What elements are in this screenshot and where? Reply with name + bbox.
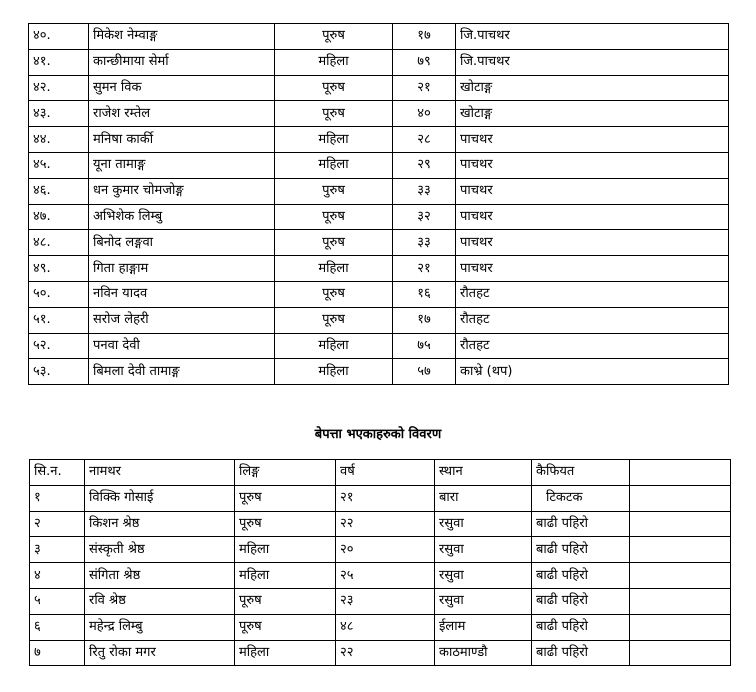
- row-place: काभ्रे (थप): [456, 359, 729, 385]
- row-place: रौतहट: [456, 307, 729, 333]
- missing-table-body: [30, 485, 731, 666]
- table-row: [30, 511, 731, 537]
- row-gender: महिला: [275, 359, 393, 385]
- row-blank: [630, 588, 731, 614]
- row-blank: [630, 485, 731, 511]
- table-row: [29, 75, 729, 101]
- victims-table-body: [29, 24, 729, 385]
- row-gender: महिला: [275, 127, 393, 153]
- row-place: पाचथर: [456, 256, 729, 282]
- row-blank: [630, 537, 731, 563]
- row-age: २९: [393, 152, 456, 178]
- row-name: रितु रोका मगर: [85, 640, 235, 666]
- row-gender: महिला: [235, 537, 336, 563]
- row-sn: ५३.: [29, 359, 89, 385]
- row-gender: पूरुष: [275, 24, 393, 50]
- row-gender: महिला: [235, 563, 336, 589]
- row-sn: ३: [30, 537, 85, 563]
- row-name: संगिता श्रेष्ठ: [85, 563, 235, 589]
- row-sn: ७: [30, 640, 85, 666]
- table-row: [29, 127, 729, 153]
- table-row: [29, 101, 729, 127]
- victims-table: [28, 23, 729, 385]
- row-gender: पूरुष: [235, 588, 336, 614]
- table-row: [29, 281, 729, 307]
- row-age: ३३: [393, 230, 456, 256]
- row-sn: १: [30, 485, 85, 511]
- row-gender: महिला: [235, 640, 336, 666]
- row-name: धन कुमार चोमजोङ्ग: [89, 178, 275, 204]
- row-place: पाचथर: [456, 127, 729, 153]
- row-sn: ४: [30, 563, 85, 589]
- row-gender: महिला: [275, 49, 393, 75]
- row-name: सुमन विक: [89, 75, 275, 101]
- header-remarks: कैफियत: [532, 460, 630, 486]
- row-name: राजेश रम्तेल: [89, 101, 275, 127]
- row-sn: ५: [30, 588, 85, 614]
- row-sn: ५२.: [29, 333, 89, 359]
- row-remarks: बाढी पहिरो: [532, 640, 630, 666]
- row-age: ५७: [393, 359, 456, 385]
- row-remarks: बाढी पहिरो: [532, 614, 630, 640]
- row-remarks: टिकटक: [532, 485, 630, 511]
- row-name: बिमला देवी तामाङ्ग: [89, 359, 275, 385]
- row-gender: महिला: [275, 333, 393, 359]
- row-age: १६: [393, 281, 456, 307]
- table-row: [30, 537, 731, 563]
- row-age: २२: [336, 511, 435, 537]
- row-gender: पूरुष: [275, 281, 393, 307]
- row-age: २५: [336, 563, 435, 589]
- row-gender: पूरुष: [275, 230, 393, 256]
- row-sn: ४६.: [29, 178, 89, 204]
- table-row: [30, 485, 731, 511]
- row-sn: ४२.: [29, 75, 89, 101]
- table-row: [29, 333, 729, 359]
- table-row: [29, 359, 729, 385]
- header-sn: सि.न.: [30, 460, 85, 486]
- row-place: जि.पाचथर: [456, 24, 729, 50]
- row-age: २१: [336, 485, 435, 511]
- missing-table-header-row: [30, 460, 731, 486]
- row-place: पाचथर: [456, 178, 729, 204]
- table-row: [30, 588, 731, 614]
- row-age: ४०: [393, 101, 456, 127]
- row-blank: [630, 614, 731, 640]
- row-name: कान्छीमाया सेर्मा: [89, 49, 275, 75]
- row-place: पाचथर: [456, 204, 729, 230]
- row-blank: [630, 511, 731, 537]
- row-remarks: बाढी पहिरो: [532, 511, 630, 537]
- table-row: [30, 640, 731, 666]
- row-sn: ४९.: [29, 256, 89, 282]
- row-sn: ५०.: [29, 281, 89, 307]
- row-place: रसुवा: [435, 511, 532, 537]
- missing-persons-title: बेपत्ता भएकाहरुको विवरण: [314, 427, 442, 442]
- table-row: [29, 49, 729, 75]
- row-place: रौतहट: [456, 333, 729, 359]
- row-name: यूना तामाङ्ग: [89, 152, 275, 178]
- table-row: [29, 178, 729, 204]
- row-place: पाचथर: [456, 230, 729, 256]
- row-sn: ४३.: [29, 101, 89, 127]
- header-blank: [630, 460, 731, 486]
- row-gender: पुरुष: [275, 178, 393, 204]
- row-age: ३३: [393, 178, 456, 204]
- row-name: किशन श्रेष्ठ: [85, 511, 235, 537]
- row-name: अभिशेक लिम्बु: [89, 204, 275, 230]
- row-age: ७९: [393, 49, 456, 75]
- row-remarks: बाढी पहिरो: [532, 537, 630, 563]
- row-place: खोटाङ्ग: [456, 75, 729, 101]
- row-name: गिता हाङ्गाम: [89, 256, 275, 282]
- row-place: रसुवा: [435, 563, 532, 589]
- row-name: महेन्द्र लिम्बु: [85, 614, 235, 640]
- row-age: २१: [393, 75, 456, 101]
- row-remarks: बाढी पहिरो: [532, 563, 630, 589]
- row-place: पाचथर: [456, 152, 729, 178]
- row-place: ईलाम: [435, 614, 532, 640]
- table-row: [29, 230, 729, 256]
- row-name: संस्कृती श्रेष्ठ: [85, 537, 235, 563]
- row-gender: पूरुष: [235, 614, 336, 640]
- row-place: रसुवा: [435, 588, 532, 614]
- row-place: रसुवा: [435, 537, 532, 563]
- row-sn: ४०.: [29, 24, 89, 50]
- row-sn: ६: [30, 614, 85, 640]
- row-age: ३२: [393, 204, 456, 230]
- row-gender: पूरुष: [275, 307, 393, 333]
- row-place: खोटाङ्ग: [456, 101, 729, 127]
- row-age: १७: [393, 307, 456, 333]
- row-place: रौतहट: [456, 281, 729, 307]
- header-age: वर्ष: [336, 460, 435, 486]
- row-gender: महिला: [275, 152, 393, 178]
- row-place: जि.पाचथर: [456, 49, 729, 75]
- header-name: नामथर: [85, 460, 235, 486]
- header-place: स्थान: [435, 460, 532, 486]
- row-name: सरोज लेहरी: [89, 307, 275, 333]
- row-blank: [630, 563, 731, 589]
- row-age: १७: [393, 24, 456, 50]
- row-age: २८: [393, 127, 456, 153]
- table-row: [29, 256, 729, 282]
- row-place: काठमाण्डौ: [435, 640, 532, 666]
- row-sn: ४८.: [29, 230, 89, 256]
- row-name: नविन यादव: [89, 281, 275, 307]
- table-row: [30, 563, 731, 589]
- row-name: बिनोद लङ्गवा: [89, 230, 275, 256]
- row-name: मिकेश नेम्वाङ्ग: [89, 24, 275, 50]
- table-row: [29, 24, 729, 50]
- row-gender: पूरुष: [235, 485, 336, 511]
- row-sn: ४४.: [29, 127, 89, 153]
- row-sn: २: [30, 511, 85, 537]
- row-sn: ४१.: [29, 49, 89, 75]
- header-gender: लिङ्ग: [235, 460, 336, 486]
- row-sn: ५१.: [29, 307, 89, 333]
- row-gender: पूरुष: [235, 511, 336, 537]
- row-sn: ४५.: [29, 152, 89, 178]
- row-sn: ४७.: [29, 204, 89, 230]
- table-row: [29, 204, 729, 230]
- row-name: मनिषा कार्की: [89, 127, 275, 153]
- row-gender: पूरुष: [275, 75, 393, 101]
- row-gender: पूरुष: [275, 204, 393, 230]
- row-blank: [630, 640, 731, 666]
- row-place: बारा: [435, 485, 532, 511]
- row-age: २१: [393, 256, 456, 282]
- row-name: विक्कि गोसाई: [85, 485, 235, 511]
- row-age: २०: [336, 537, 435, 563]
- row-remarks: बाढी पहिरो: [532, 588, 630, 614]
- table-row: [29, 152, 729, 178]
- missing-persons-table: [29, 459, 731, 666]
- row-gender: महिला: [275, 256, 393, 282]
- row-age: २३: [336, 588, 435, 614]
- row-name: पनवा देवी: [89, 333, 275, 359]
- row-age: ७५: [393, 333, 456, 359]
- table-row: [29, 307, 729, 333]
- row-age: २२: [336, 640, 435, 666]
- table-row: [30, 614, 731, 640]
- row-name: रवि श्रेष्ठ: [85, 588, 235, 614]
- row-age: ४८: [336, 614, 435, 640]
- row-gender: पूरुष: [275, 101, 393, 127]
